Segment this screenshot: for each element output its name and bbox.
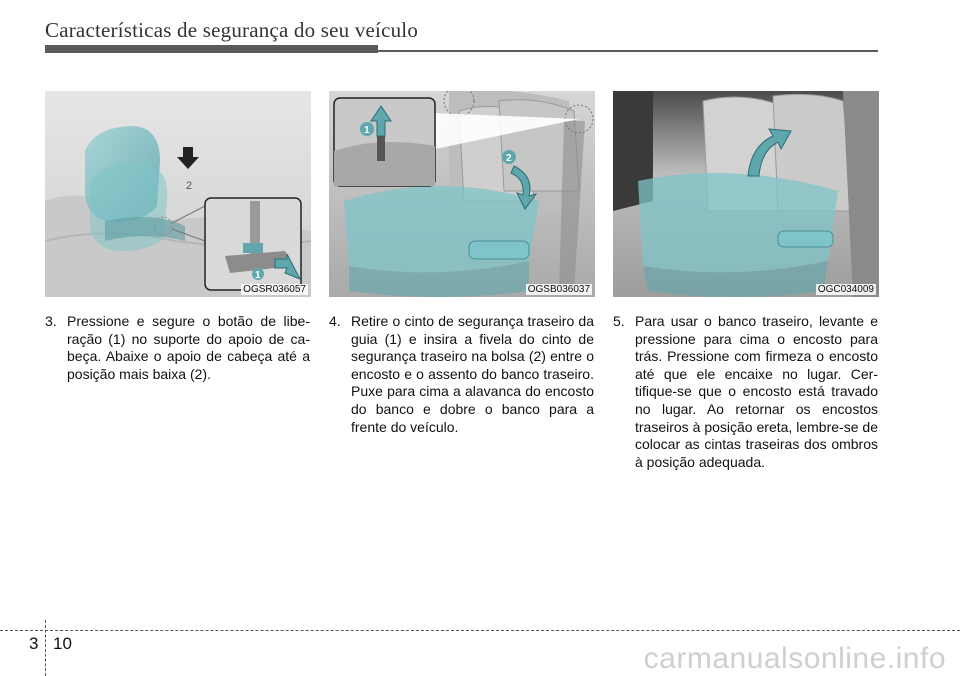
step-number: 3. — [45, 313, 57, 329]
figure-code: OGSR036057 — [243, 284, 306, 295]
step-text: Para usar o banco traseiro, levante e pressione para cima o encosto para trás. Pressione com firmeza o encosto até que ele encaixe no lugar. Certifique-se que o encosto está travado no lugar. Ao retornar os encostos traseiros à posição ereta, lembre-se de colocar as cintas traseiras dos ombros à posição adequada. — [635, 313, 878, 470]
callout-2: 2 — [506, 153, 512, 164]
folded-seatback — [638, 173, 838, 272]
footer-page-divider — [45, 620, 46, 676]
watermark: carmanualsonline.info — [643, 642, 946, 675]
callout-1: 1 — [364, 125, 370, 136]
step-text: Retire o cinto de segurança traseiro da guia (1) e insira a fivela do cinto de segurança traseiro na bolsa (2) entre o encosto e o assento do banco traseiro. Puxe para cima a alavanca do encosto do banco e dobre o banco para a frente do veículo. — [351, 313, 594, 435]
headrest-lowered — [90, 163, 168, 251]
instruction-step-4 — [329, 313, 594, 436]
figure-raise-seatback — [613, 91, 879, 297]
chapter-number: 3 — [29, 634, 39, 653]
footer-divider — [0, 630, 960, 631]
instruction-step-5 — [613, 313, 878, 471]
header-rule — [378, 50, 878, 52]
header-bar — [45, 45, 378, 53]
figure-code: OGC034009 — [817, 284, 874, 295]
step-text: Pressione e segure o botão de liberação (1) no suporte do apoio de cabeça. Abaixe o apoio de cabeça até a posição mais baixa (2). — [67, 313, 310, 382]
section-title: Características de segurança do seu veículo — [45, 18, 419, 42]
step-number: 4. — [329, 313, 341, 329]
step-number: 5. — [613, 313, 625, 329]
figure-headrest — [45, 91, 311, 297]
page-number: 10 — [53, 634, 72, 653]
seatback-illustration — [613, 91, 879, 297]
instruction-step-3 — [45, 313, 310, 383]
figure-code: OGSB036037 — [527, 284, 590, 295]
figure-seatbelt-fold — [329, 91, 595, 297]
callout-1: 1 — [255, 270, 261, 281]
seatbelt-illustration — [329, 91, 595, 297]
callout-2: 2 — [186, 180, 193, 192]
headrest-illustration — [45, 91, 311, 297]
